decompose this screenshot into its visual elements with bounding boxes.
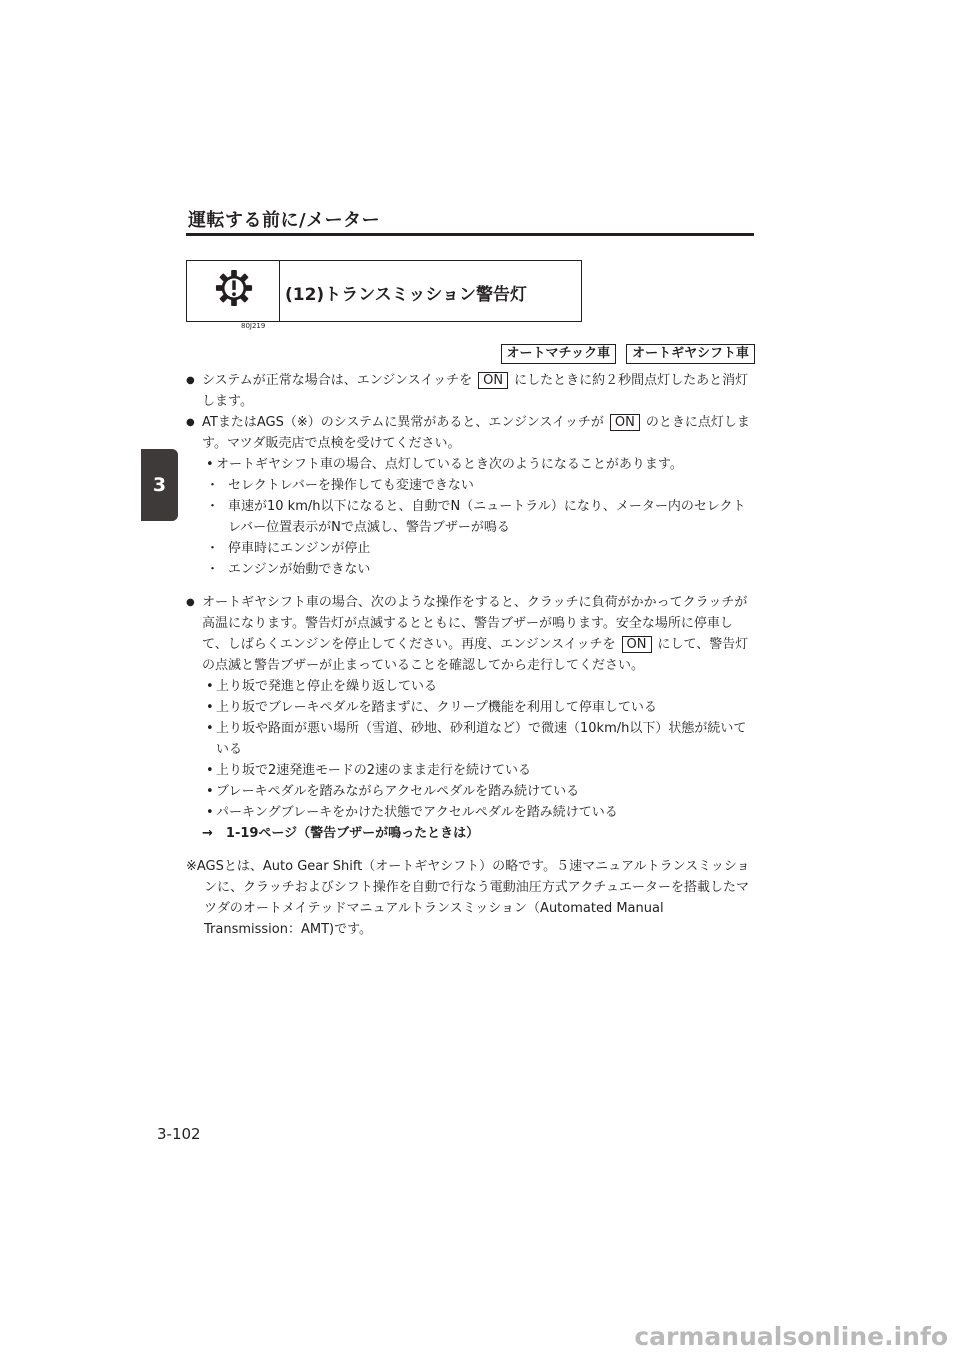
page-number: 3-102 <box>157 1125 201 1143</box>
sub-bullet: • オートギヤシフト車の場合、点灯しているとき次のようになることがあります。 <box>186 454 754 475</box>
warning-light-box <box>186 260 582 330</box>
header-rule <box>186 233 754 236</box>
chapter-tab: 3 <box>141 449 178 521</box>
icon-code: 80J219 <box>241 322 266 330</box>
watermark: carmanualsonline.info <box>634 1322 948 1351</box>
on-key-label: ON <box>478 372 508 389</box>
body-content <box>186 370 754 940</box>
list-item: • パーキングブレーキをかけた状態でアクセルペダルを踏み続けている <box>186 802 754 823</box>
gear-exclamation-icon <box>215 269 253 307</box>
list-item: • 上り坂でブレーキペダルを踏まずに、クリープ機能を利用して停車している <box>186 697 754 718</box>
vehicle-type-badges <box>501 344 756 364</box>
on-key-label: ON <box>610 414 640 431</box>
bullet-abnormal: ● ATまたはAGS（※）のシステムに異常があると、エンジンスイッチが ON のときに点灯します。マツダ販売店で点検を受けてください。 <box>186 412 754 454</box>
badge-automatic: オートマチック車 <box>501 344 617 364</box>
list-item: ・ セレクトレバーを操作しても変速できない <box>186 475 754 496</box>
warning-icon-cell <box>187 261 280 330</box>
list-item: ・ 停車時にエンジンが停止 <box>186 538 754 559</box>
list-item: • 上り坂で2速発進モードの2速のまま走行を続けている <box>186 760 754 781</box>
bullet-clutch: ● オートギヤシフト車の場合、次のような操作をすると、クラッチに負荷がかかってクラッチが高温になります。警告灯が点滅するとともに、警告ブザーが鳴ります。安全な場所に停車して、しばらくエンジンを停止してください。再度、エンジンスイッチを ON にして、警告灯の点滅と警告ブザーが止まっていることを確認してから走行してください。 <box>186 592 754 676</box>
list-item: • ブレーキペダルを踏みながらアクセルペダルを踏み続けている <box>186 781 754 802</box>
badge-auto-gear-shift: オートギヤシフト車 <box>626 344 755 364</box>
bullet-normal: ● システムが正常な場合は、エンジンスイッチを ON にしたときに約２秒間点灯したあと消灯します。 <box>186 370 754 412</box>
list-item: • 上り坂で発進と停止を繰り返している <box>186 676 754 697</box>
list-item: • 上り坂や路面が悪い場所（雪道、砂地、砂利道など）で微速（10km/h以下）状態が続いている <box>186 718 754 760</box>
warning-title: (12)トランスミッション警告灯 <box>285 285 528 305</box>
ags-note: ※AGSとは、Auto Gear Shift（オートギヤシフト）の略です。５速マニュアルトランスミッションに、クラッチおよびシフト操作を自動で行なう電動油圧方式アクチュエーターを搭載したマツダのオートメイテッドマニュアルトランスミッション（Automated Manual Transmission：AMT)です。 <box>186 859 750 937</box>
list-item: ・ エンジンが始動できない <box>186 559 754 580</box>
section-title: 運転する前に/メーター <box>188 210 381 231</box>
page-reference: → 1-19ページ（警告ブザーが鳴ったときは） <box>202 826 480 841</box>
list-item: ・ 車速が10 km/h以下になると、自動でN（ニュートラル）になり、メーター内のセレクトレバー位置表示がNで点滅し、警告ブザーが鳴る <box>186 496 754 538</box>
on-key-label: ON <box>622 636 652 653</box>
